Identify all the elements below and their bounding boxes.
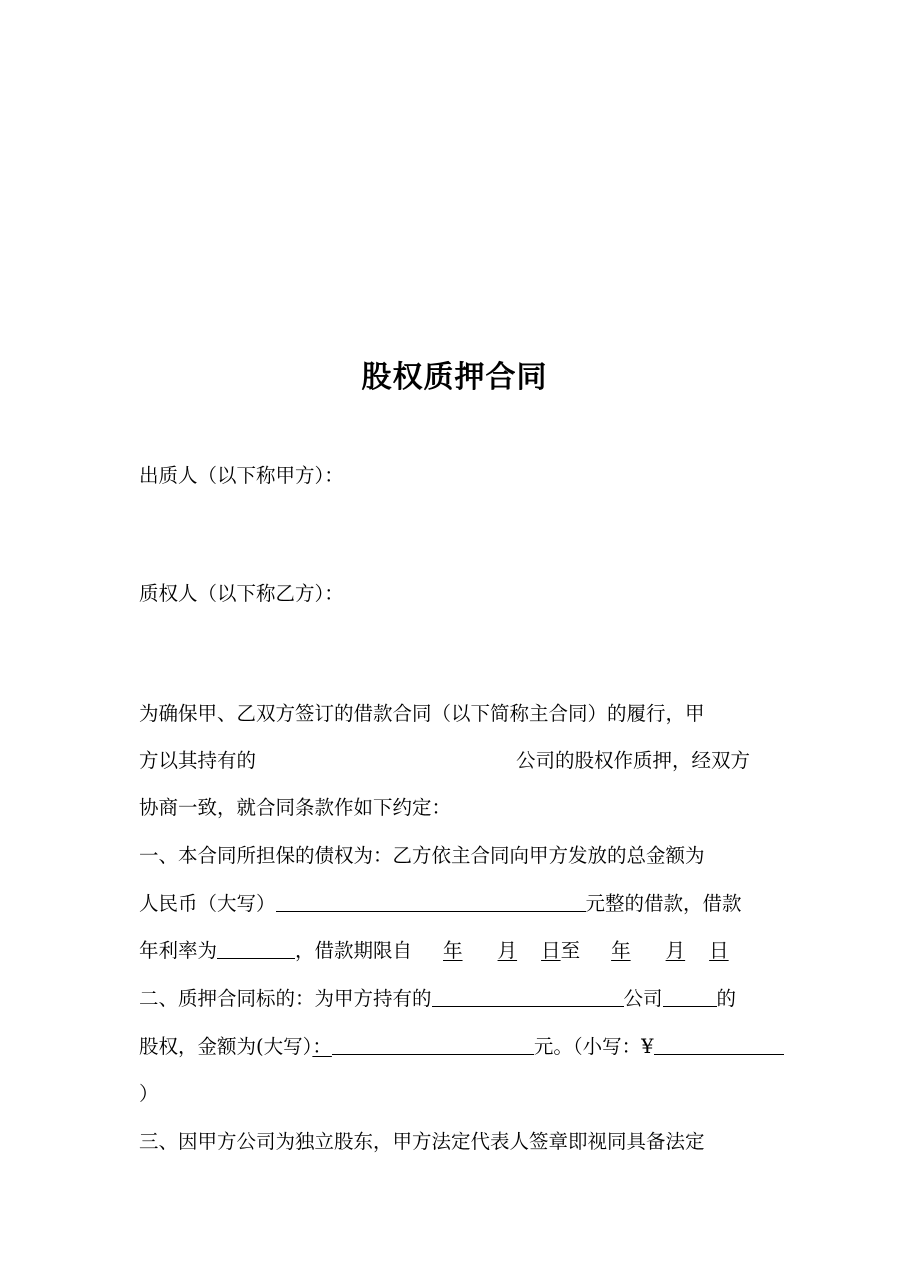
preamble-text-a: 方以其持有的 xyxy=(139,749,257,772)
end-month-label: 月 xyxy=(665,939,686,962)
article-1-line-1: 一、本合同所担保的债权为：乙方依主合同向甲方发放的总金额为 xyxy=(139,844,705,867)
share-blank xyxy=(663,986,717,1007)
pledge-subject-label: 二、质押合同标的：为甲方持有的 xyxy=(139,987,432,1010)
loan-term-to: 至 xyxy=(560,939,581,962)
article-2-line-1 xyxy=(139,985,736,1013)
loan-amount-blank xyxy=(276,891,586,912)
preamble-text-b: 公司的股权作质押，经双方 xyxy=(516,749,751,772)
contract-title: 股权质押合同 xyxy=(361,360,548,395)
loan-term-label: ，借款期限自 xyxy=(295,939,413,962)
article-1-line-3 xyxy=(139,937,729,965)
article-1-line-2 xyxy=(139,890,742,918)
start-month-label: 月 xyxy=(497,939,518,962)
start-year-label: 年 xyxy=(443,939,463,962)
pledgee-label: 质权人（以下称乙方）： xyxy=(139,582,344,605)
article-1-rmb-label: 人民币（大写） xyxy=(139,892,276,915)
pledgor-label: 出质人（以下称甲方）： xyxy=(139,464,344,487)
article-2-line-2 xyxy=(139,1033,784,1061)
start-day-label: 日 xyxy=(541,939,561,962)
article-1-amount-suffix: 元整的借款，借款 xyxy=(585,892,742,915)
interest-rate-blank xyxy=(217,938,295,959)
company-label: 公司 xyxy=(623,987,663,1010)
preamble-line-1: 为确保甲、乙双方签订的借款合同（以下简称主合同）的履行，甲 xyxy=(139,702,705,725)
preamble-line-2 xyxy=(139,747,256,775)
company-name-blank xyxy=(432,986,624,1007)
loan-term-start-date xyxy=(412,939,561,962)
equity-amount-label: 股权，金额为(大写） xyxy=(139,1035,313,1058)
article-3-line-1: 三、因甲方公司为独立股东，甲方法定代表人签章即视同具备法定 xyxy=(139,1130,705,1153)
equity-amount-figures-blank xyxy=(654,1034,784,1055)
equity-amount-suffix: 元。（小写：¥ xyxy=(533,1035,654,1058)
end-year-label: 年 xyxy=(611,939,631,962)
equity-amount-blank xyxy=(332,1034,534,1055)
end-day-label: 日 xyxy=(709,939,729,962)
article-2-de: 的 xyxy=(716,987,737,1010)
preamble-line-3: 协商一致，就合同条款作如下约定： xyxy=(139,796,452,819)
interest-rate-label: 年利率为 xyxy=(139,939,218,962)
equity-amount-colon: ： xyxy=(312,1035,332,1058)
loan-term-end-date xyxy=(580,939,729,962)
article-2-line-3: ） xyxy=(139,1082,159,1105)
